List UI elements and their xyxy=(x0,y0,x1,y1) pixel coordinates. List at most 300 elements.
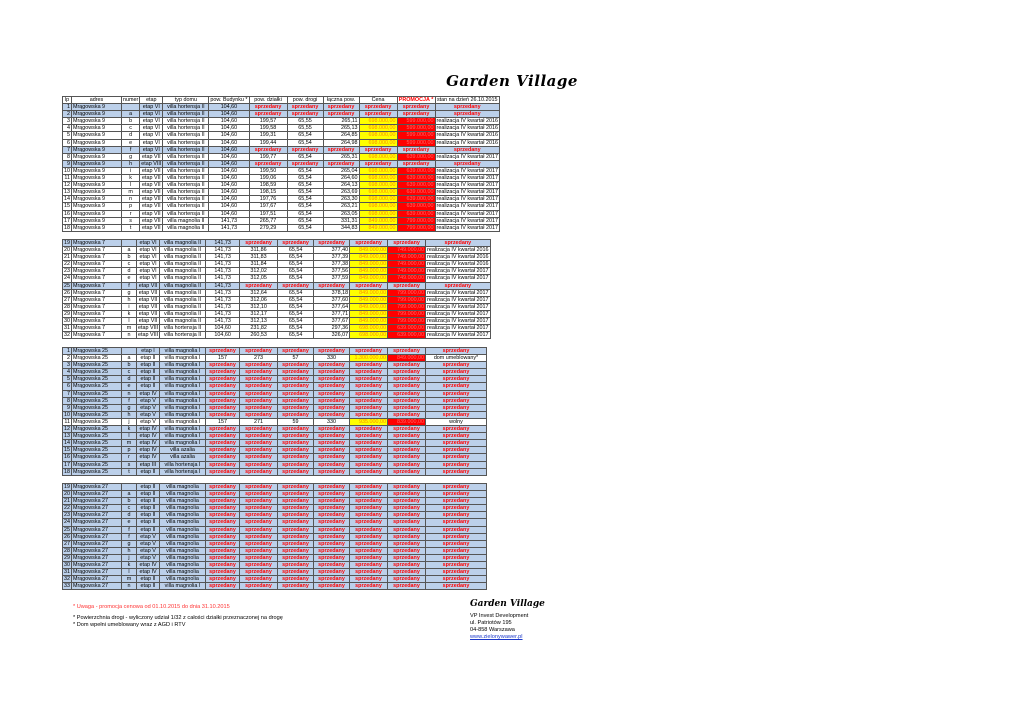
table-row xyxy=(63,160,500,167)
row-lp: 18 xyxy=(64,468,70,475)
row-lp: 5 xyxy=(63,132,72,139)
row-price: 698.000,00 xyxy=(359,139,397,146)
row-number: j xyxy=(122,554,137,561)
row-sold-label: sprzedany xyxy=(397,111,435,118)
row-address: Mrągowska 9 xyxy=(72,139,122,146)
row-building-area: 141,73 xyxy=(206,318,240,325)
table-row xyxy=(63,325,491,332)
row-plot-area: 312,17 xyxy=(240,310,278,317)
row-stage: etap VII xyxy=(140,153,163,160)
row-address: Mrągowska 9 xyxy=(72,224,122,231)
row-stage: etap VI xyxy=(140,104,163,111)
row-lp: 32 xyxy=(64,332,70,339)
table-row xyxy=(63,175,500,182)
row-number xyxy=(122,348,137,355)
row-sold-label: sprzedany xyxy=(278,362,314,369)
row-promo-price: 799.000,00 xyxy=(397,217,435,224)
row-sold-label: sprzedany xyxy=(314,533,350,540)
row-sold-label: sprzedany xyxy=(249,160,287,167)
row-price: 698.000,00 xyxy=(359,153,397,160)
row-sold-label: sprzedany xyxy=(426,411,487,418)
row-price: 849.000,00 xyxy=(350,275,388,282)
row-total-area: 297,36 xyxy=(314,325,350,332)
row-building-area: 104,60 xyxy=(209,182,249,189)
table-row xyxy=(63,562,487,569)
row-sold-label: sprzedany xyxy=(388,369,426,376)
row-stage: etap IV xyxy=(137,447,160,454)
row-number: a xyxy=(122,491,137,498)
row-house-type: villa magnolia I xyxy=(160,397,206,404)
row-building-area: 104,60 xyxy=(209,146,249,153)
row-house-type: villa magnolia II xyxy=(160,296,206,303)
row-address: Mrągowska 27 xyxy=(72,484,122,491)
price-table-2 xyxy=(62,239,491,339)
row-total-area: 377,38 xyxy=(314,261,350,268)
row-price: 849.000,00 xyxy=(350,303,388,310)
row-sold-label: sprzedany xyxy=(314,390,350,397)
row-road-area: 65,54 xyxy=(287,224,323,231)
row-total-area: 265,31 xyxy=(323,153,359,160)
table-row xyxy=(63,461,487,468)
row-status: realizacja IV kwartał 2017 xyxy=(427,268,489,275)
row-lp: 14 xyxy=(64,196,70,203)
row-sold-label: sprzedany xyxy=(240,498,278,505)
row-status: wolny xyxy=(426,418,487,425)
row-stage: etap V xyxy=(137,411,160,418)
table-row xyxy=(63,146,500,153)
row-price: 849.000,00 xyxy=(350,247,388,254)
row-stage: etap V xyxy=(137,404,160,411)
row-plot-area: 231,82 xyxy=(240,325,278,332)
row-road-area: 65,54 xyxy=(287,203,323,210)
row-house-type: villa magnolia xyxy=(160,554,206,561)
table-row xyxy=(63,498,487,505)
row-plot-area: 199,77 xyxy=(249,153,287,160)
row-sold-label: sprzedany xyxy=(426,498,487,505)
row-sold-label: sprzedany xyxy=(240,540,278,547)
row-house-type: villa hortensja II xyxy=(163,153,209,160)
row-sold-label: sprzedany xyxy=(350,468,388,475)
row-building-area: 104,60 xyxy=(209,125,249,132)
row-sold-label: sprzedany xyxy=(388,505,426,512)
row-address: Mrągowska 25 xyxy=(72,397,122,404)
row-lp: 12 xyxy=(64,182,70,189)
row-sold-label: sprzedany xyxy=(240,411,278,418)
row-sold-label: sprzedany xyxy=(388,484,426,491)
row-address: Mrągowska 27 xyxy=(72,576,122,583)
row-address: Mrągowska 25 xyxy=(72,376,122,383)
row-lp: 22 xyxy=(64,261,70,268)
table-row xyxy=(63,369,487,376)
row-address: Mrągowska 27 xyxy=(72,547,122,554)
row-sold-label: sprzedany xyxy=(287,104,323,111)
row-price: 698.000,00 xyxy=(359,203,397,210)
row-sold-label: sprzedany xyxy=(388,440,426,447)
row-stage: etap III xyxy=(137,461,160,468)
row-lp: 13 xyxy=(64,433,70,440)
row-lp: 31 xyxy=(64,569,70,576)
row-house-type: villa hortensja II xyxy=(163,160,209,167)
row-road-area: 65,54 xyxy=(287,210,323,217)
row-lp: 23 xyxy=(64,268,70,275)
row-house-type: villa magnolia I xyxy=(160,383,206,390)
row-stage: etap VIII xyxy=(138,332,159,339)
row-sold-label: sprzedany xyxy=(278,498,314,505)
row-address: Mrągowska 9 xyxy=(72,196,122,203)
page-title: Garden Village xyxy=(446,72,578,90)
row-sold-label: sprzedany xyxy=(206,505,240,512)
row-price: 698.000,00 xyxy=(359,182,397,189)
row-road-area: 59 xyxy=(278,418,314,425)
row-house-type: villa magnolia II xyxy=(160,240,206,247)
row-lp: 29 xyxy=(64,310,70,317)
row-sold-label: sprzedany xyxy=(314,404,350,411)
row-road-area: 65,54 xyxy=(278,332,314,339)
row-sold-label: sprzedany xyxy=(350,426,388,433)
row-sold-label: sprzedany xyxy=(388,533,426,540)
row-lp: 16 xyxy=(64,454,70,461)
row-plot-area: 199,31 xyxy=(249,132,287,139)
row-sold-label: sprzedany xyxy=(278,583,314,590)
row-building-area: 104,60 xyxy=(206,332,240,339)
table-row xyxy=(63,397,487,404)
row-address: Mrągowska 25 xyxy=(72,433,122,440)
row-number: g xyxy=(122,153,140,160)
row-stage: etap II xyxy=(137,484,160,491)
row-sold-label: sprzedany xyxy=(206,583,240,590)
row-stage: etap VI xyxy=(137,240,160,247)
row-lp: 30 xyxy=(64,562,70,569)
row-lp: 7 xyxy=(63,146,72,153)
row-stage: etap VI xyxy=(140,125,163,132)
row-sold-label: sprzedany xyxy=(388,562,426,569)
row-number: f xyxy=(122,282,137,289)
row-plot-area: 312,02 xyxy=(240,268,278,275)
row-sold-label: sprzedany xyxy=(314,240,350,247)
row-sold-label: sprzedany xyxy=(240,491,278,498)
row-total-area: 264,98 xyxy=(323,139,359,146)
row-address: Mrągowska 9 xyxy=(72,217,122,224)
row-sold-label: sprzedany xyxy=(350,383,388,390)
row-building-area: 104,60 xyxy=(209,203,249,210)
row-stage: etap VI xyxy=(137,268,160,275)
row-number: c xyxy=(122,125,140,132)
row-sold-label: sprzedany xyxy=(388,569,426,576)
row-stage: etap II xyxy=(137,362,160,369)
table-row xyxy=(63,362,487,369)
row-status: realizacja IV kwartał 2017 xyxy=(427,303,489,310)
row-address: Mrągowska 25 xyxy=(72,447,122,454)
row-total-area: 265,13 xyxy=(323,125,359,132)
row-sold-label: sprzedany xyxy=(206,484,240,491)
table-row xyxy=(63,289,491,296)
row-sold-label: sprzedany xyxy=(278,383,314,390)
row-sold-label: sprzedany xyxy=(206,526,240,533)
row-sold-label: sprzedany xyxy=(314,282,350,289)
row-sold-label: sprzedany xyxy=(278,491,314,498)
row-stage: etap VII xyxy=(137,296,160,303)
row-total-area: 377,56 xyxy=(314,268,350,275)
row-house-type: villa hortensja II xyxy=(163,139,209,146)
row-house-type: villa hortensja II xyxy=(163,175,209,182)
row-house-type: villa magnolia II xyxy=(160,261,206,268)
row-sold-label: sprzedany xyxy=(206,440,240,447)
row-house-type: villa magnolia I xyxy=(160,418,206,425)
row-sold-label: sprzedany xyxy=(240,282,278,289)
row-sold-label: sprzedany xyxy=(426,540,487,547)
row-house-type: villa magnolia I xyxy=(160,440,206,447)
column-header: pow. drogi xyxy=(287,97,323,104)
row-plot-area: 271 xyxy=(240,418,278,425)
row-house-type: villa hortensja I xyxy=(160,461,206,468)
row-building-area: 104,60 xyxy=(209,118,249,125)
row-sold-label: sprzedany xyxy=(314,519,350,526)
row-lp: 1 xyxy=(63,104,72,111)
row-address: Mrągowska 27 xyxy=(72,498,122,505)
row-road-area: 65,54 xyxy=(278,303,314,310)
row-sold-label: sprzedany xyxy=(350,390,388,397)
row-total-area: 377,64 xyxy=(314,303,350,310)
table-row xyxy=(63,383,487,390)
row-sold-label: sprzedany xyxy=(278,484,314,491)
row-sold-label: sprzedany xyxy=(359,104,397,111)
table-row xyxy=(63,275,491,282)
row-sold-label: sprzedany xyxy=(388,491,426,498)
row-stage: etap IV xyxy=(137,433,160,440)
row-stage: etap II xyxy=(137,491,160,498)
row-house-type: villa magnolia II xyxy=(160,254,206,261)
row-number: g xyxy=(122,540,137,547)
company-street: ul. Patriotów 195 xyxy=(470,620,512,626)
row-sold-label: sprzedany xyxy=(206,369,240,376)
row-lp: 20 xyxy=(64,491,70,498)
row-sold-label: sprzedany xyxy=(388,447,426,454)
row-promo-price: 749.000,00 xyxy=(388,247,426,254)
row-building-area: 104,60 xyxy=(209,111,249,118)
row-sold-label: sprzedany xyxy=(426,376,487,383)
row-building-area: 141,73 xyxy=(209,217,249,224)
row-stage: etap II xyxy=(137,519,160,526)
row-sold-label: sprzedany xyxy=(426,240,490,247)
row-sold-label: sprzedany xyxy=(426,554,487,561)
row-promo-price: 799.000,00 xyxy=(388,296,426,303)
table-row xyxy=(63,454,487,461)
row-plot-area: 199,06 xyxy=(249,175,287,182)
row-stage: etap I xyxy=(137,348,160,355)
row-promo-price: 839.000,00 xyxy=(388,418,426,425)
row-address: Mrągowska 7 xyxy=(72,289,122,296)
row-total-area: 264,13 xyxy=(323,182,359,189)
row-plot-area: 199,57 xyxy=(249,118,287,125)
row-address: Mrągowska 27 xyxy=(72,569,122,576)
row-number: p xyxy=(122,203,140,210)
table-row xyxy=(63,104,500,111)
table-row xyxy=(63,111,500,118)
row-house-type: villa magnolia II xyxy=(160,247,206,254)
row-sold-label: sprzedany xyxy=(350,576,388,583)
row-road-area: 65,54 xyxy=(278,254,314,261)
row-total-area: 264,60 xyxy=(323,175,359,182)
row-plot-area: 198,59 xyxy=(249,182,287,189)
row-sold-label: sprzedany xyxy=(426,397,487,404)
row-number: d xyxy=(122,512,137,519)
row-promo-price: 799.000,00 xyxy=(388,318,426,325)
column-header: Cena xyxy=(359,97,397,104)
table-row xyxy=(63,540,487,547)
table-row xyxy=(63,376,487,383)
row-sold-label: sprzedany xyxy=(206,348,240,355)
row-building-area: 104,60 xyxy=(209,160,249,167)
row-number: h xyxy=(122,547,137,554)
row-plot-area: 312,06 xyxy=(240,296,278,303)
row-plot-area: 198,15 xyxy=(249,189,287,196)
table-row xyxy=(63,125,500,132)
table-row xyxy=(63,554,487,561)
row-house-type: villa hortensja II xyxy=(163,196,209,203)
row-promo-price: 749.000,00 xyxy=(388,275,426,282)
row-stage: etap II xyxy=(137,355,160,362)
row-promo-price: 639.000,00 xyxy=(397,153,435,160)
row-sold-label: sprzedany xyxy=(249,111,287,118)
table-row xyxy=(63,210,500,217)
row-promo-price: 749.000,00 xyxy=(388,268,426,275)
row-building-area: 104,60 xyxy=(209,196,249,203)
row-lp: 2 xyxy=(63,355,72,362)
row-price: 698.000,00 xyxy=(359,196,397,203)
row-sold-label: sprzedany xyxy=(350,512,388,519)
row-address: Mrągowska 25 xyxy=(72,383,122,390)
table-row xyxy=(63,348,487,355)
row-stage: etap II xyxy=(137,505,160,512)
row-road-area: 65,54 xyxy=(278,325,314,332)
row-address: Mrągowska 27 xyxy=(72,512,122,519)
row-address: Mrągowska 25 xyxy=(72,355,122,362)
row-sold-label: sprzedany xyxy=(426,369,487,376)
row-sold-label: sprzedany xyxy=(278,576,314,583)
row-price: 935.000,00 xyxy=(350,418,388,425)
header-row xyxy=(63,97,500,104)
row-sold-label: sprzedany xyxy=(388,554,426,561)
row-plot-area: 260,53 xyxy=(240,332,278,339)
row-sold-label: sprzedany xyxy=(206,554,240,561)
row-stage: etap II xyxy=(137,376,160,383)
row-plot-area: 199,50 xyxy=(249,167,287,174)
row-sold-label: sprzedany xyxy=(240,519,278,526)
row-status: realizacja IV kwartał 2017 xyxy=(436,153,498,160)
row-sold-label: sprzedany xyxy=(350,505,388,512)
row-lp: 13 xyxy=(64,189,70,196)
row-sold-label: sprzedany xyxy=(388,526,426,533)
row-sold-label: sprzedany xyxy=(206,512,240,519)
row-address: Mrągowska 25 xyxy=(72,348,122,355)
row-building-area: 104,60 xyxy=(209,153,249,160)
row-stage: etap VII xyxy=(140,224,163,231)
row-status: realizacja IV kwartał 2016 xyxy=(427,247,489,254)
row-sold-label: sprzedany xyxy=(350,362,388,369)
row-house-type: villa magnolia II xyxy=(160,310,206,317)
row-sold-label: sprzedany xyxy=(350,562,388,569)
row-sold-label: sprzedany xyxy=(388,404,426,411)
row-sold-label: sprzedany xyxy=(323,160,359,167)
row-house-type: villa magnolia xyxy=(160,547,206,554)
row-address: Mrągowska 9 xyxy=(72,167,122,174)
row-sold-label: sprzedany xyxy=(426,390,487,397)
row-lp: 19 xyxy=(64,240,70,246)
row-address: Mrągowska 7 xyxy=(72,310,122,317)
row-sold-label: sprzedany xyxy=(388,461,426,468)
row-sold-label: sprzedany xyxy=(278,426,314,433)
row-sold-label: sprzedany xyxy=(240,484,278,491)
row-address: Mrągowska 7 xyxy=(72,318,122,325)
row-promo-price: 599.000,00 xyxy=(397,139,435,146)
row-stage: etap VIII xyxy=(141,160,162,167)
row-road-area: 65,54 xyxy=(278,261,314,268)
row-sold-label: sprzedany xyxy=(206,519,240,526)
row-plot-area: 197,76 xyxy=(249,196,287,203)
row-price: 698.000,00 xyxy=(359,167,397,174)
row-sold-label: sprzedany xyxy=(426,576,487,583)
table-row xyxy=(63,153,500,160)
row-promo-price: 639.000,00 xyxy=(397,196,435,203)
column-header: stan na dzień 26.10.2015 xyxy=(436,97,498,103)
row-sold-label: sprzedany xyxy=(314,468,350,475)
row-number: i xyxy=(122,303,137,310)
row-lp: 10 xyxy=(64,411,70,418)
row-stage: etap VII xyxy=(140,182,163,189)
row-plot-area: 197,67 xyxy=(249,203,287,210)
row-stage: etap V xyxy=(137,418,160,425)
row-number: m xyxy=(122,576,137,583)
row-sold-label: sprzedany xyxy=(240,547,278,554)
row-sold-label: sprzedany xyxy=(388,240,426,247)
row-lp: 3 xyxy=(63,362,72,369)
row-stage: etap V xyxy=(137,540,160,547)
row-road-area: 65,54 xyxy=(278,296,314,303)
row-sold-label: sprzedany xyxy=(350,433,388,440)
table-row xyxy=(63,576,487,583)
company-website-link[interactable]: www.zielonywawer.pl xyxy=(470,634,523,640)
column-header: PROMOCJA * xyxy=(398,97,434,103)
row-address: Mrągowska 7 xyxy=(72,275,122,282)
row-sold-label: sprzedany xyxy=(206,491,240,498)
row-sold-label: sprzedany xyxy=(278,454,314,461)
row-number: m xyxy=(122,440,137,447)
row-promo-price: 749.000,00 xyxy=(388,261,426,268)
row-sold-label: sprzedany xyxy=(206,390,240,397)
row-house-type: villa hortensja II xyxy=(163,167,209,174)
row-stage: etap VII xyxy=(137,289,160,296)
row-total-area: 344,83 xyxy=(323,224,359,231)
row-sold-label: sprzedany xyxy=(206,576,240,583)
row-sold-label: sprzedany xyxy=(240,505,278,512)
row-number xyxy=(122,104,140,111)
row-sold-label: sprzedany xyxy=(278,569,314,576)
row-sold-label: sprzedany xyxy=(426,433,487,440)
row-plot-area: 279,29 xyxy=(249,224,287,231)
row-address: Mrągowska 9 xyxy=(72,125,122,132)
row-sold-label: sprzedany xyxy=(206,426,240,433)
row-number: k xyxy=(122,310,137,317)
row-sold-label: sprzedany xyxy=(359,160,397,167)
row-address: Mrągowska 27 xyxy=(72,533,122,540)
row-house-type: villa magnolia II xyxy=(160,303,206,310)
row-lp: 15 xyxy=(64,447,70,454)
row-building-area: 104,60 xyxy=(209,139,249,146)
row-sold-label: sprzedany xyxy=(426,491,487,498)
row-sold-label: sprzedany xyxy=(278,519,314,526)
row-plot-area: 273 xyxy=(240,355,278,362)
row-lp: 5 xyxy=(63,376,72,383)
